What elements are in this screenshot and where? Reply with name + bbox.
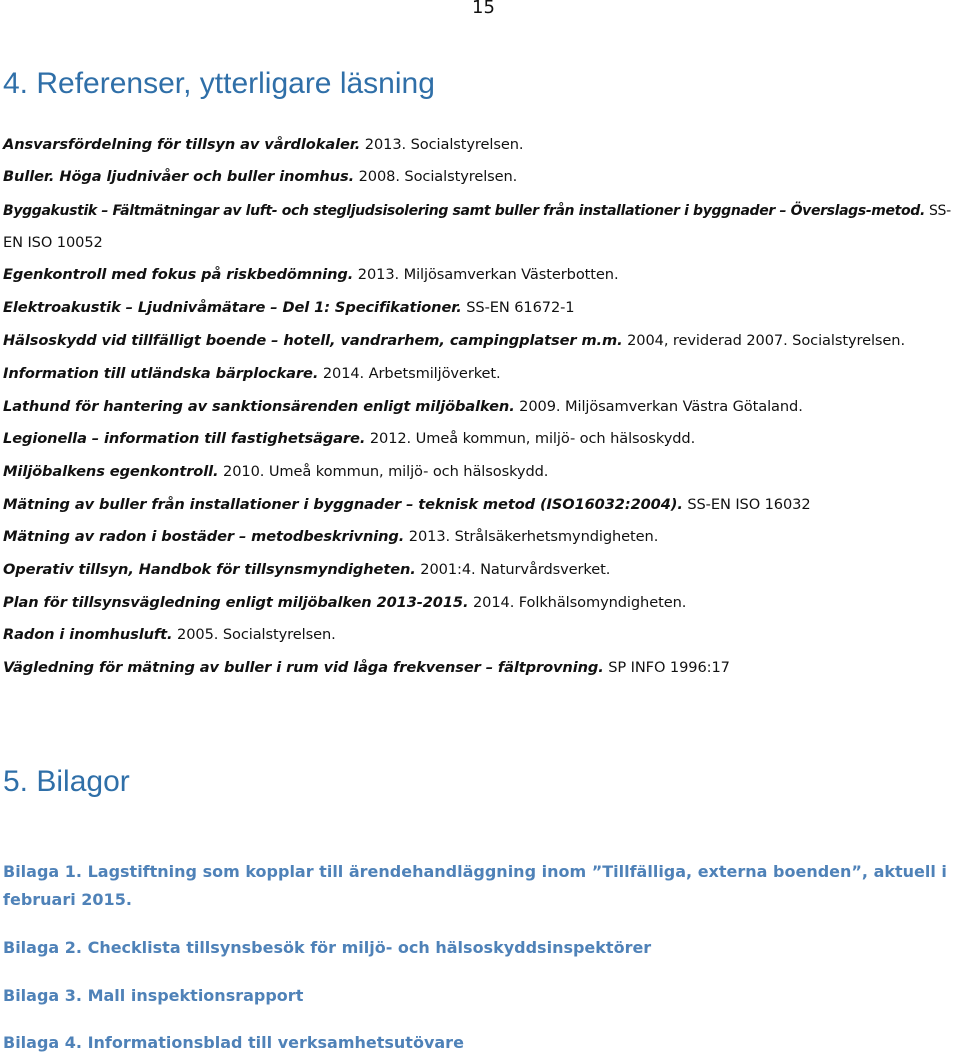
list-item: Byggakustik – Fältmätningar av luft- och stegljudsisolering samt buller från installationer i byggnader – Överslags-metod. SS-	[3, 203, 951, 219]
attachment-item: Bilaga 3. Mall inspektionsrapport	[3, 986, 304, 1005]
list-item: Hälsoskydd vid tillfälligt boende – hotell, vandrarhem, campingplatser m.m. 2004, reviderad 2007. Socialstyrelsen.	[3, 332, 905, 349]
list-item: Vägledning för mätning av buller i rum vid låga frekvenser – fältprovning. SP INFO 1996:17	[3, 659, 730, 676]
references-heading: 4. Referenser, ytterligare läsning	[3, 67, 435, 100]
list-item: Buller. Höga ljudnivåer och buller inomhus. 2008. Socialstyrelsen.	[3, 168, 518, 185]
list-item: Mätning av radon i bostäder – metodbeskrivning. 2013. Strålsäkerhetsmyndigheten.	[3, 528, 659, 545]
list-item: EN ISO 10052	[3, 234, 103, 251]
attachment-item: Bilaga 4. Informationsblad till verksamhetsutövare	[3, 1033, 464, 1052]
list-item: Egenkontroll med fokus på riskbedömning. 2013. Miljösamverkan Västerbotten.	[3, 266, 619, 283]
list-item: Information till utländska bärplockare. 2014. Arbetsmiljöverket.	[3, 365, 501, 382]
list-item: Miljöbalkens egenkontroll. 2010. Umeå kommun, miljö- och hälsoskydd.	[3, 463, 549, 480]
list-item: Legionella – information till fastighetsägare. 2012. Umeå kommun, miljö- och hälsoskydd.	[3, 430, 696, 447]
attachment-item: Bilaga 2. Checklista tillsynsbesök för miljö- och hälsoskyddsinspektörer	[3, 938, 652, 957]
attachment-item: Bilaga 1. Lagstiftning som kopplar till ärendehandläggning inom ”Tillfälliga, externa boenden”, aktuell i februari 2015.	[3, 862, 947, 909]
page-number: 15	[472, 0, 495, 18]
list-item: Ansvarsfördelning för tillsyn av vårdlokaler. 2013. Socialstyrelsen.	[3, 136, 524, 153]
list-item: Radon i inomhusluft. 2005. Socialstyrelsen.	[3, 626, 336, 643]
list-item: Elektroakustik – Ljudnivåmätare – Del 1: Specifikationer. SS-EN 61672-1	[3, 299, 575, 316]
attachments-heading: 5. Bilagor	[3, 765, 130, 798]
list-item: Plan för tillsynsvägledning enligt miljöbalken 2013-2015. 2014. Folkhälsomyndigheten.	[3, 594, 687, 611]
list-item: Lathund för hantering av sanktionsärenden enligt miljöbalken. 2009. Miljösamverkan Västra Götaland.	[3, 398, 803, 415]
list-item: Operativ tillsyn, Handbok för tillsynsmyndigheten. 2001:4. Naturvårdsverket.	[3, 561, 611, 578]
list-item: Mätning av buller från installationer i byggnader – teknisk metod (ISO16032:2004). SS-EN ISO 16032	[3, 496, 811, 513]
